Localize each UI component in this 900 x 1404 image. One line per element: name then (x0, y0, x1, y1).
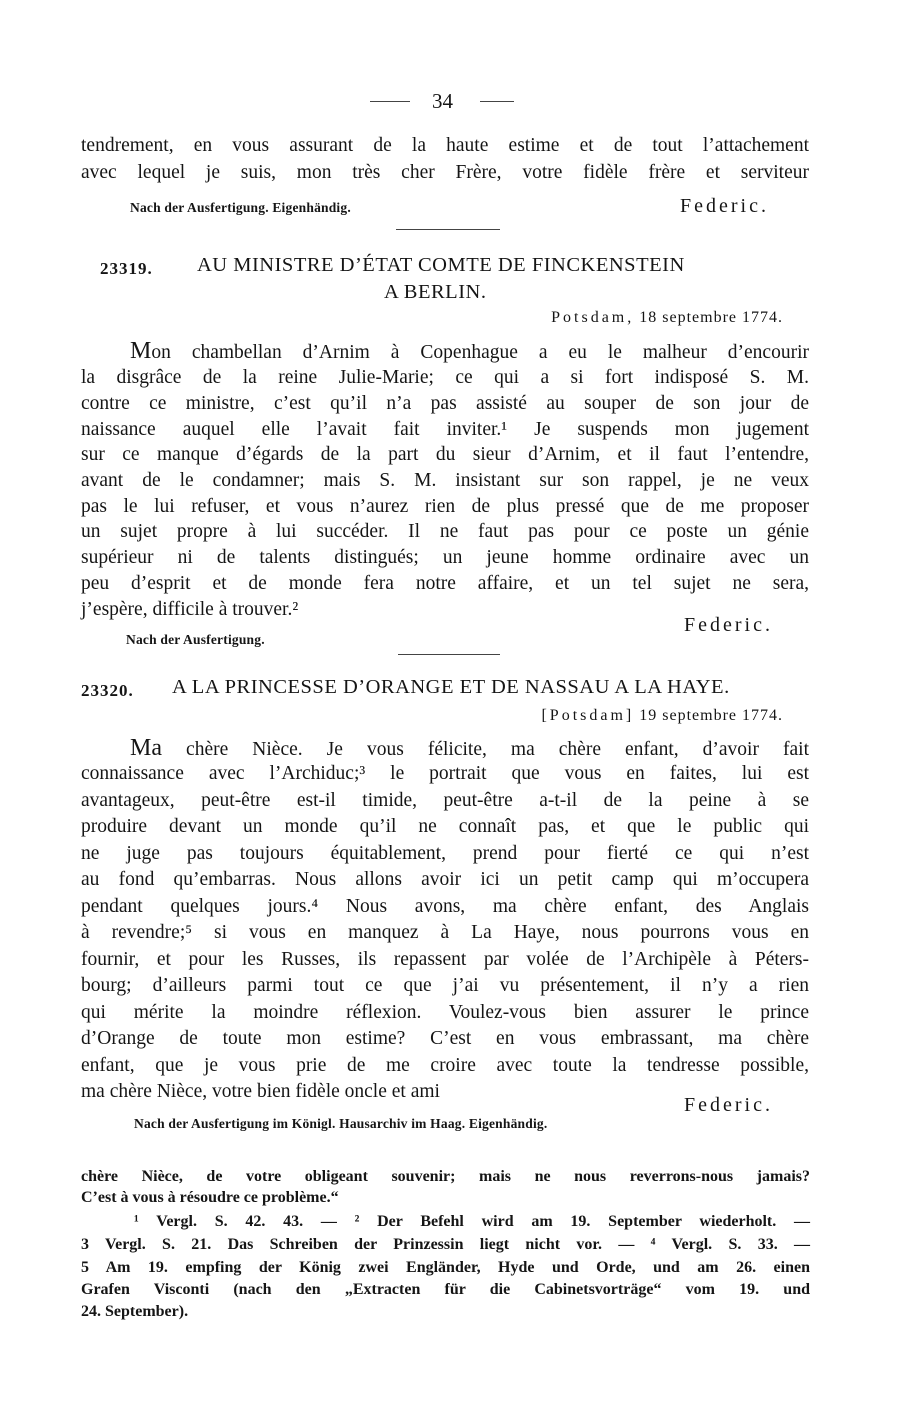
footnote-line: chère Nièce, de votre obligeant souvenir; mais ne nous reverrons-nous jamais? (81, 1168, 810, 1185)
letter-place: [Potsdam] (541, 707, 635, 724)
body-line-text: chère Nièce. Je vous félicite, ma chère enfant, d’avoir fait (162, 739, 809, 760)
body-line: connaissance avec l’Archiduc;³ le portrait que vous en faites, lui est (81, 763, 809, 784)
body-line: ne juge pas toujours équitablement, prend pour fierté ce qui n’est (81, 843, 809, 864)
page-number-rule-right (480, 101, 514, 102)
signature: Federic. (684, 1094, 773, 1116)
body-line: bourg; d’ailleurs parmi tout ce que j’ai vu présentement, il n’y a rien (81, 975, 809, 996)
letter-place-date (480, 707, 783, 725)
body-line: contre ce ministre, c’est qu’il n’a pas assisté au souper de son jour de (81, 393, 809, 414)
page-number: 34 (432, 89, 453, 113)
body-line: j’espère, difficile à trouver.² (81, 599, 299, 620)
drop-capital: M (130, 338, 152, 364)
body-line: qui mérite la moindre réflexion. Voulez-vous bien assurer le prince (81, 1002, 809, 1023)
footnote-line: C’est à vous à résoudre ce problème.“ (81, 1189, 339, 1206)
source-note: Nach der Ausfertigung im Königl. Hausarchiv im Haag. Eigenhändig. (134, 1116, 548, 1131)
body-line: pendant quelques jours.⁴ Nous avons, ma chère enfant, des Anglais (81, 896, 809, 917)
signature: Federic. (680, 195, 769, 217)
signature: Federic. (684, 614, 773, 636)
letter-number: 23320. (81, 681, 134, 700)
body-line: un sujet propre à lui succéder. Il ne faut pas pour ce poste un génie (81, 521, 809, 542)
letter-date: 18 septembre 1774. (639, 309, 783, 326)
drop-capital: Ma (130, 735, 162, 761)
body-line: produire devant un monde qu’il ne connaît pas, et que le public qui (81, 816, 809, 837)
page-number-rule-left (370, 101, 410, 102)
letter-date: 19 septembre 1774. (639, 707, 783, 724)
section-divider (398, 654, 500, 655)
letter-place: Potsdam, (551, 309, 635, 326)
body-line: au fond qu’embarras. Nous allons avoir ici un petit camp qui m’occupera (81, 869, 809, 890)
body-line: avant de le condamner; mais S. M. insistant sur son rappel, je ne veux (81, 470, 809, 491)
body-line: à revendre;⁵ si vous en manquez à La Haye, nous pourrons vous en (81, 922, 809, 943)
body-line: tendrement, en vous assurant de la haute estime et de tout l’attachement (81, 135, 809, 156)
source-note: Nach der Ausfertigung. Eigenhändig. (130, 200, 351, 215)
footnote-line: 3 Vergl. S. 21. Das Schreiben der Prinzessin liegt nicht vor. — ⁴ Vergl. S. 33. — (81, 1236, 810, 1253)
letter-heading: A LA PRINCESSE D’ORANGE ET DE NASSAU A LA HAYE. (172, 676, 730, 698)
body-line: naissance auquel elle l’avait fait inviter.¹ Je suspends mon jugement (81, 419, 809, 440)
body-line: avec lequel je suis, mon très cher Frère, votre fidèle frère et serviteur (81, 162, 809, 183)
source-note: Nach der Ausfertigung. (126, 632, 265, 647)
body-line: peu d’esprit et de monde fera notre affaire, et un tel sujet ne sera, (81, 573, 809, 594)
section-divider (396, 229, 500, 230)
footnote-line: Grafen Visconti (nach den „Extracten für die Cabinetsvorträge“ vom 19. und (81, 1281, 810, 1298)
body-line: pas le lui refuser, et vous n’aurez rien de plus pressé que de me proposer (81, 496, 809, 517)
letter-place-date (500, 309, 783, 327)
body-line: supérieur ni de talents distingués; un jeune homme ordinaire avec un (81, 547, 809, 568)
body-line: avantageux, peut-être est-il timide, peut-être a-t-il de la peine à se (81, 790, 809, 811)
footnote-line: 5 Am 19. empfing der König zwei Engländer, Hyde und Orde, und am 26. einen (81, 1259, 810, 1276)
letter-heading: AU MINISTRE D’ÉTAT COMTE DE FINCKENSTEIN (197, 254, 685, 276)
footnote-line: 24. September). (81, 1303, 189, 1320)
body-line: la disgrâce de la reine Julie-Marie; ce qui a si fort indisposé S. M. (81, 367, 809, 388)
letter-number: 23319. (100, 259, 153, 278)
body-line: ma chère Nièce, votre bien fidèle oncle et ami (81, 1081, 440, 1102)
body-line-text: on chambellan d’Arnim à Copenhague a eu le malheur d’encourir (151, 342, 809, 363)
body-line: fournir, et pour les Russes, ils repassent par volée de l’Archipèle à Péters- (81, 949, 809, 970)
body-line: enfant, que je vous prie de me croire avec toute la tendresse possible, (81, 1055, 809, 1076)
body-line (81, 735, 809, 762)
letter-heading-line2: A BERLIN. (384, 281, 487, 303)
body-line (81, 338, 809, 365)
footnote-line: ¹ Vergl. S. 42. 43. — ² Der Befehl wird am 19. September wiederholt. — (134, 1213, 810, 1230)
body-line: sur ce manque d’égards de la part du sieur d’Arnim, et il faut l’entendre, (81, 444, 809, 465)
body-line: d’Orange de toute mon estime? C’est en vous embrassant, ma chère (81, 1028, 809, 1049)
